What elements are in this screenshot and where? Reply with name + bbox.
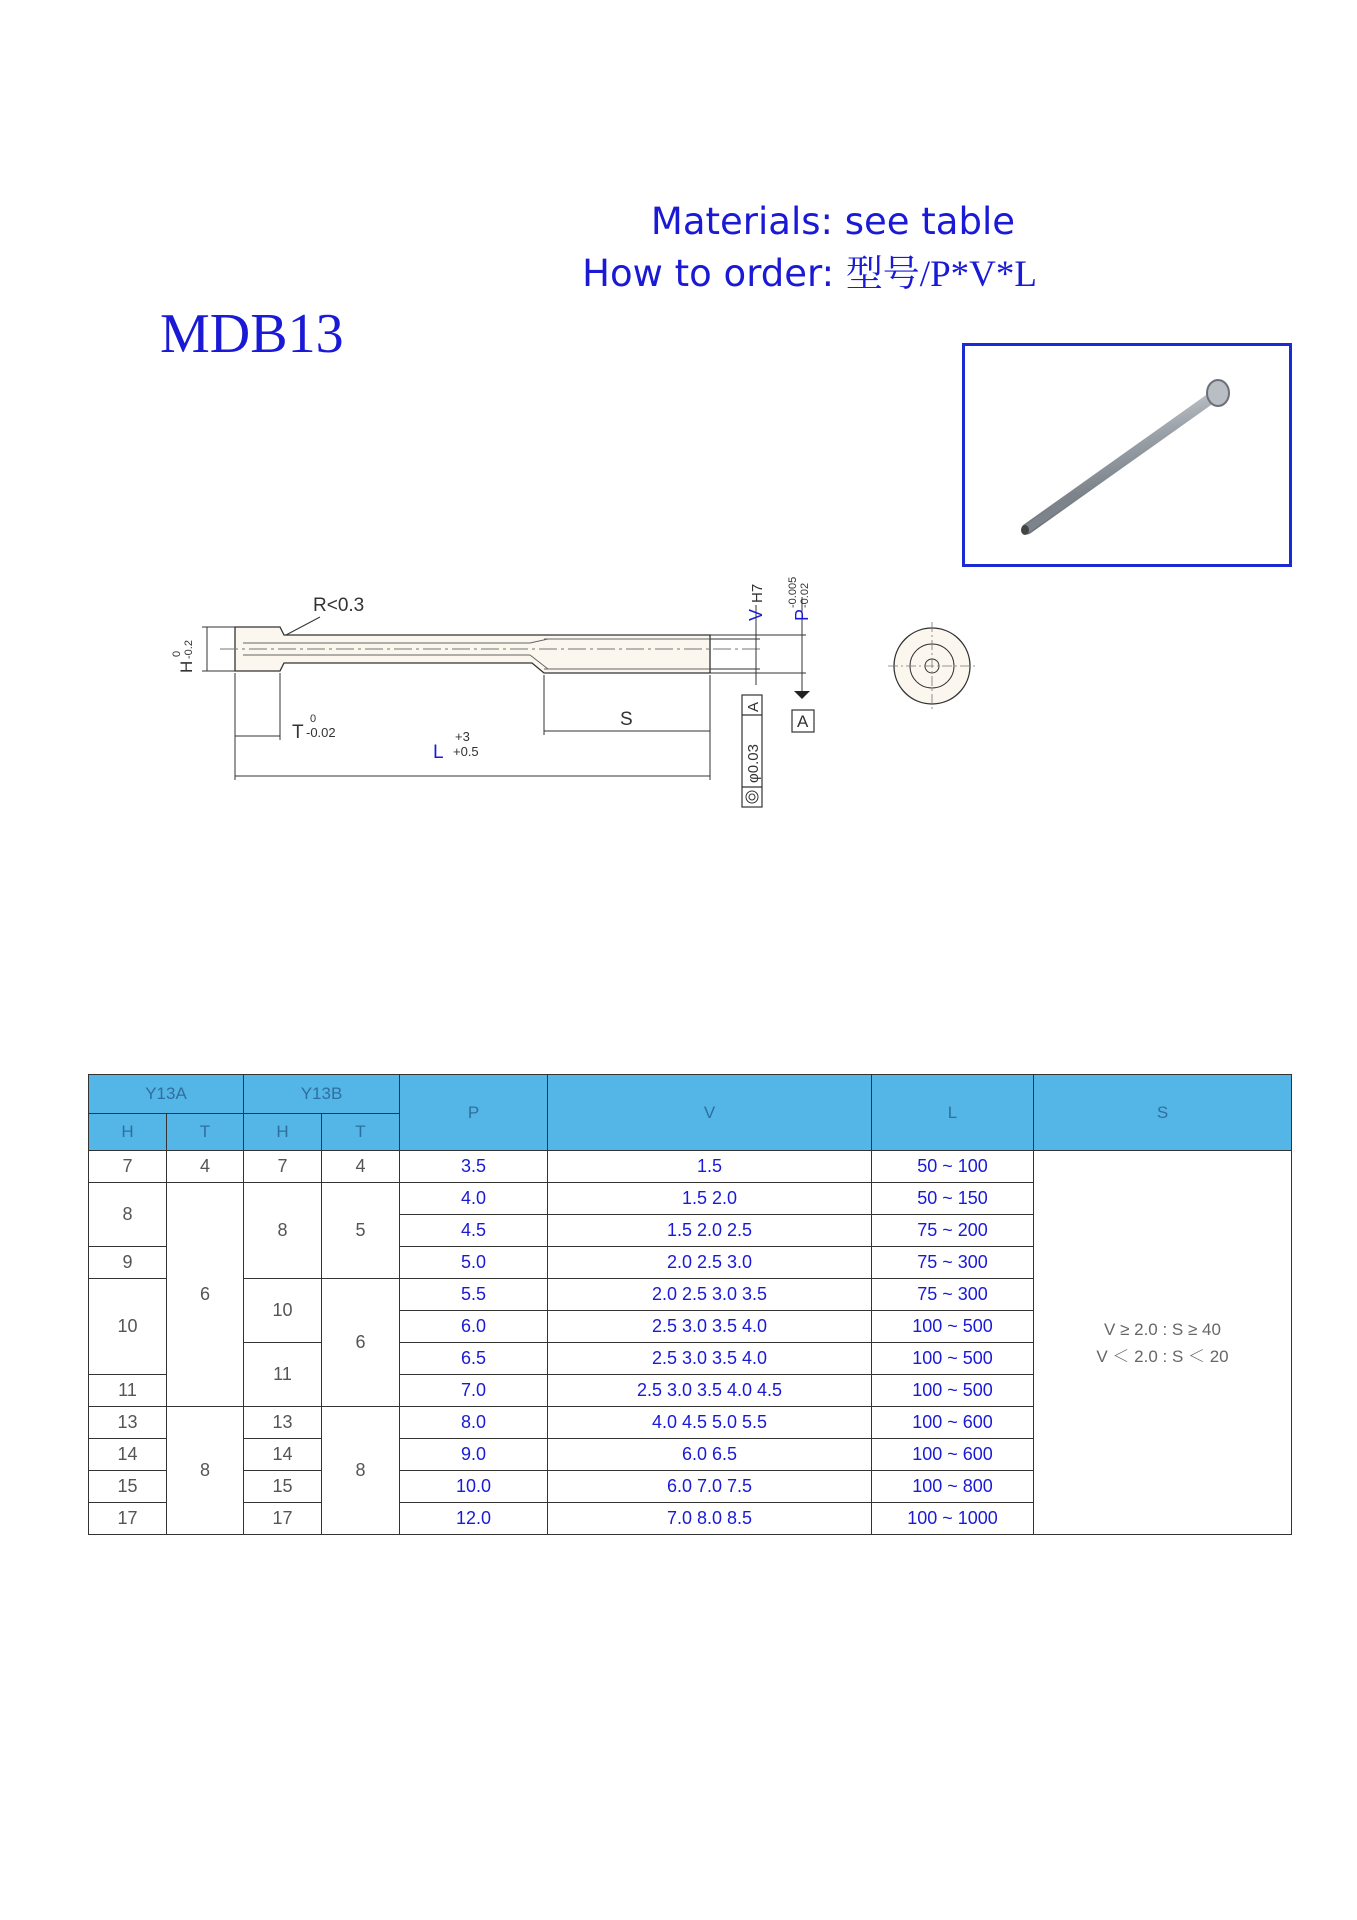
cell-a-h: 15 [89,1471,167,1503]
col-s: S [1034,1075,1292,1151]
cell-s-rules [1034,1151,1292,1535]
pin-outline [235,627,710,673]
header-row-group [89,1075,1292,1114]
t-tol-upper: 0 [310,713,317,725]
rod-bore [1021,525,1029,535]
cell-a-h: 9 [89,1247,167,1279]
cell-v: 1.5 2.0 [548,1183,872,1215]
cell-p: 5.5 [400,1279,548,1311]
cell-p: 4.0 [400,1183,548,1215]
cell-l: 75 ~ 300 [872,1247,1034,1279]
cell-a-h: 10 [89,1279,167,1375]
cell-b-h: 17 [244,1503,322,1535]
p-label: P [792,608,812,621]
cell-a-t: 8 [167,1407,244,1535]
order-label: How to order: [582,252,835,295]
technical-drawing [160,555,1010,820]
col-b-h: H [244,1114,322,1151]
cell-a-h: 8 [89,1183,167,1247]
cell-l: 75 ~ 300 [872,1279,1034,1311]
v-label: V [746,608,766,621]
cell-p: 7.0 [400,1375,548,1407]
cell-b-h: 13 [244,1407,322,1439]
cell-a-h: 14 [89,1439,167,1471]
col-a-t: T [167,1114,244,1151]
cell-p: 3.5 [400,1151,548,1183]
l-tol-upper: +3 [455,729,470,744]
cell-p: 9.0 [400,1439,548,1471]
cell-v: 1.5 2.0 2.5 [548,1215,872,1247]
cell-v: 6.0 6.5 [548,1439,872,1471]
s-label: S [620,709,633,730]
cell-b-h: 15 [244,1471,322,1503]
rod-head [1207,380,1229,406]
t-tol-lower: -0.02 [306,725,336,740]
cell-l: 100 ~ 600 [872,1439,1034,1471]
cell-b-t: 5 [322,1183,400,1279]
cell-v: 2.5 3.0 3.5 4.0 4.5 [548,1375,872,1407]
cell-b-h: 11 [244,1343,322,1407]
cell-a-h: 7 [89,1151,167,1183]
radius-leader [286,617,320,635]
v-fit: H7 [749,583,766,603]
datum-triangle [794,691,810,699]
cell-v: 2.5 3.0 3.5 4.0 [548,1311,872,1343]
p-tol-lower: -0.02 [799,582,811,608]
cell-p: 6.0 [400,1311,548,1343]
cell-b-t: 6 [322,1279,400,1407]
group-y13a: Y13A [89,1075,244,1114]
cell-b-h: 10 [244,1279,322,1343]
cell-b-h: 14 [244,1439,322,1471]
col-v: V [548,1075,872,1151]
cell-v: 6.0 7.0 7.5 [548,1471,872,1503]
p-tol-upper: -0.005 [787,576,799,608]
cell-l: 100 ~ 600 [872,1407,1034,1439]
h-tol-lower: -0.2 [183,640,195,659]
cell-v: 7.0 8.0 8.5 [548,1503,872,1535]
cell-l: 100 ~ 500 [872,1311,1034,1343]
cell-l: 100 ~ 1000 [872,1503,1034,1535]
order-code: 型号/P*V*L [845,254,1037,295]
materials-note: Materials: see table [650,200,1015,243]
cell-v: 1.5 [548,1151,872,1183]
cell-p: 10.0 [400,1471,548,1503]
cell-l: 100 ~ 500 [872,1375,1034,1407]
cell-a-t: 4 [167,1151,244,1183]
table-row [89,1151,1292,1183]
cell-b-t: 4 [322,1151,400,1183]
cell-p: 5.0 [400,1247,548,1279]
cell-a-h: 11 [89,1375,167,1407]
cell-l: 50 ~ 100 [872,1151,1034,1183]
col-p: P [400,1075,548,1151]
cell-p: 12.0 [400,1503,548,1535]
cell-a-t: 6 [167,1183,244,1407]
s-rule-1: V ≥ 2.0 : S ≥ 40 [1104,1319,1221,1339]
h-tol-upper: 0 [171,650,183,657]
cell-a-h: 13 [89,1407,167,1439]
cell-v: 2.5 3.0 3.5 4.0 [548,1343,872,1375]
cell-p: 8.0 [400,1407,548,1439]
product-title: MDB13 [160,303,344,365]
col-l: L [872,1075,1034,1151]
radius-label: R<0.3 [313,595,365,616]
cell-l: 100 ~ 800 [872,1471,1034,1503]
l-label: L [433,742,444,763]
s-rule-2: V ＜ 2.0 : S ＜ 20 [1096,1346,1229,1366]
cell-l: 50 ~ 150 [872,1183,1034,1215]
cell-p: 6.5 [400,1343,548,1375]
cell-b-h: 7 [244,1151,322,1183]
cell-v: 4.0 4.5 5.0 5.5 [548,1407,872,1439]
t-dimension [235,673,280,780]
spec-table [88,1074,1292,1535]
cell-l: 100 ~ 500 [872,1343,1034,1375]
cell-b-t: 8 [322,1407,400,1535]
l-tol-lower: +0.5 [453,744,479,759]
product-photo [962,343,1292,567]
order-note [582,243,1037,297]
cell-v: 2.0 2.5 3.0 3.5 [548,1279,872,1311]
coaxiality-value: φ0.03 [745,744,762,783]
coaxiality-datum: A [745,701,762,712]
col-b-t: T [322,1114,400,1151]
cell-b-h: 8 [244,1183,322,1279]
group-y13b: Y13B [244,1075,400,1114]
cell-a-h: 17 [89,1503,167,1535]
cell-p: 4.5 [400,1215,548,1247]
cell-v: 2.0 2.5 3.0 [548,1247,872,1279]
datum-label: A [797,712,809,731]
col-a-h: H [89,1114,167,1151]
end-view [888,622,976,710]
cell-l: 75 ~ 200 [872,1215,1034,1247]
t-label: T [292,722,304,743]
rod-tip [1027,495,1075,529]
h-label: H [177,660,196,673]
